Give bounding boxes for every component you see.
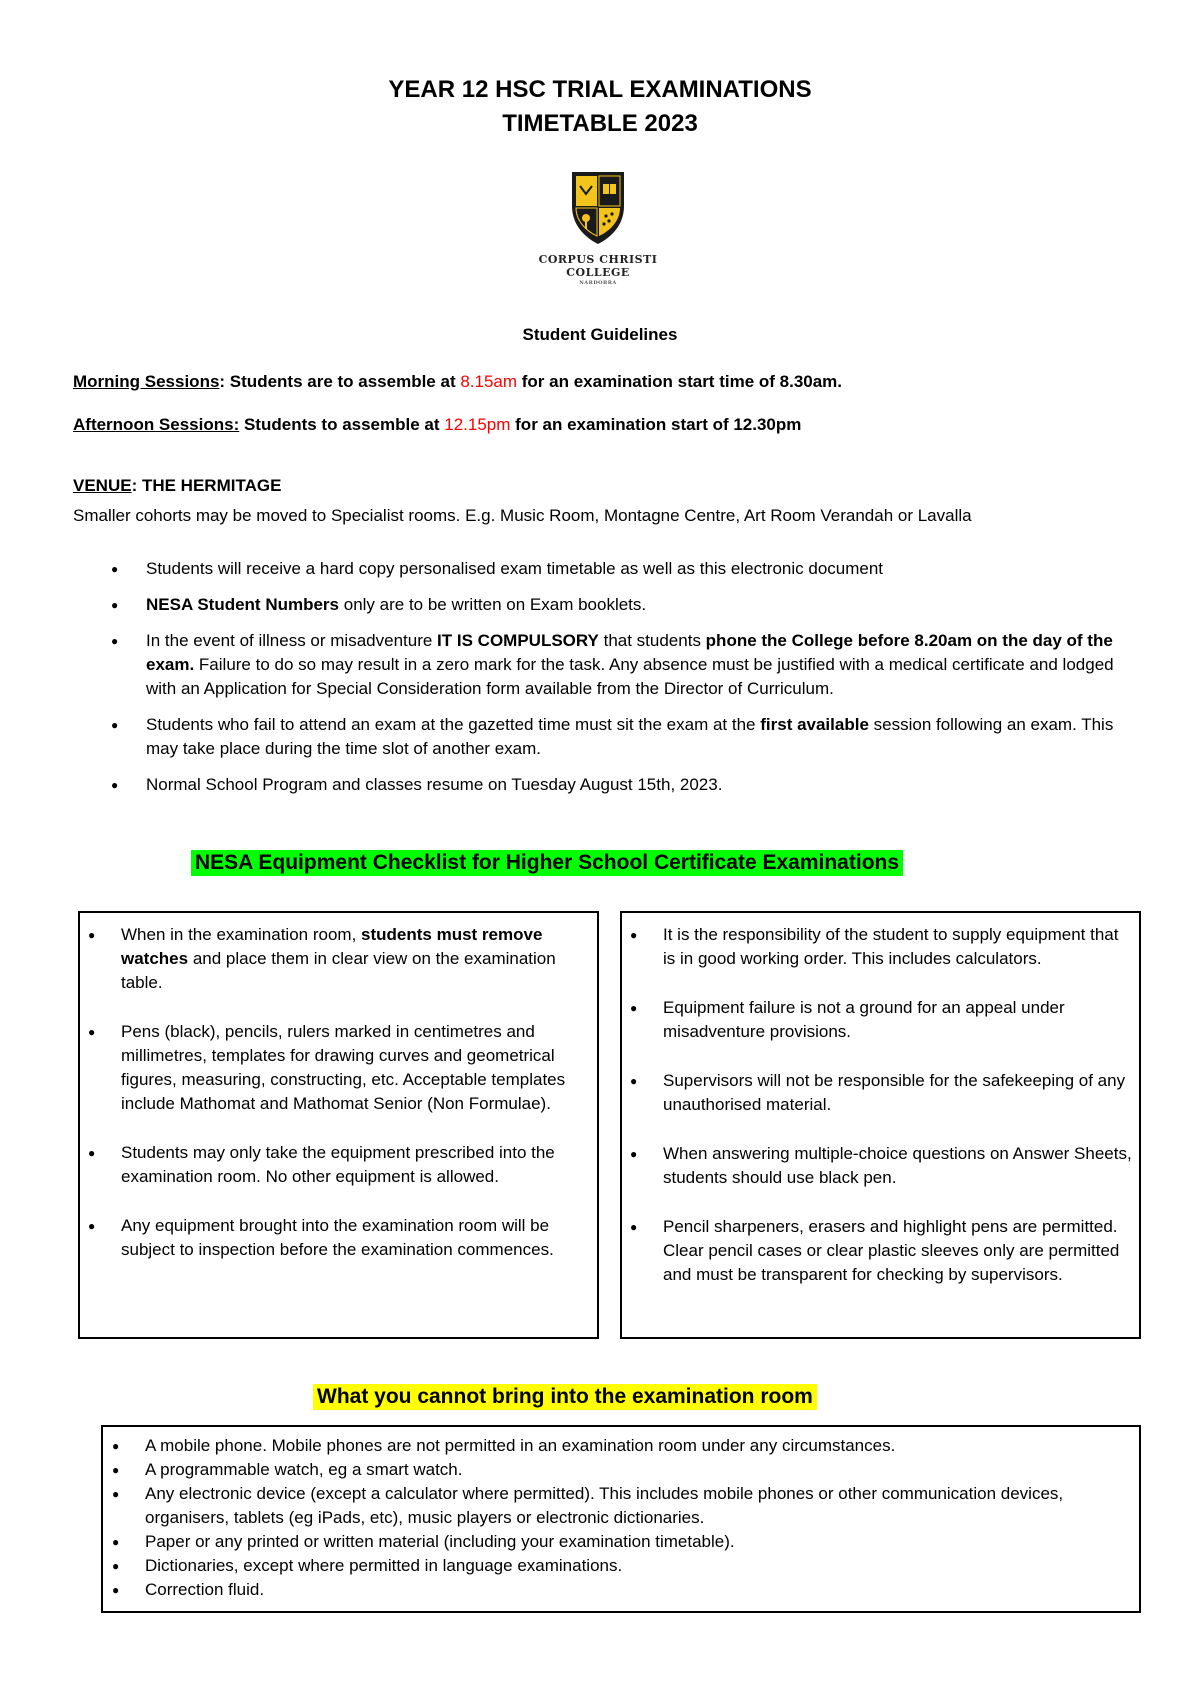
bullet-icon: ●: [111, 598, 119, 612]
bullet-icon: ●: [111, 562, 119, 576]
list-item: [622, 996, 1132, 1044]
prohibited-item-text: Any electronic device (except a calculator where permitted). This includes mobile phones or other communication devices, organisers, tablets (eg iPads, etc), music players or electronic dictionaries.: [145, 1484, 1064, 1527]
afternoon-text1: Students to assemble at: [239, 415, 445, 434]
prohibited-item-text: A mobile phone. Mobile phones are not permitted in an examination room under any circumstances.: [145, 1436, 896, 1455]
venue-description: Smaller cohorts may be moved to Specialist rooms. E.g. Music Room, Montagne Centre, Art Room Verandah or Lavalla: [73, 506, 972, 525]
bullet-icon: ●: [111, 778, 119, 792]
list-item: [73, 713, 1133, 761]
afternoon-assemble-time: 12.15pm: [444, 415, 511, 434]
list-item: [103, 1482, 1133, 1530]
checklist-text: Pens (black), pencils, rulers marked in centimetres and millimetres, templates for drawing curves and geometrical figures, measuring, constructing, etc. Acceptable templates include Mathomat and Mathomat Senior (Non Formulae).: [121, 1022, 566, 1113]
guideline-bold: IT IS COMPULSORY: [437, 631, 599, 650]
morning-assemble-time: 8.15am: [460, 372, 518, 391]
bullet-icon: ●: [88, 1025, 96, 1039]
bullet-icon: ●: [88, 1219, 96, 1233]
guideline-bold: phone the College before 8.20am on the day of the exam.: [146, 631, 1113, 674]
bullet-icon: ●: [112, 1583, 120, 1597]
college-logo: [528, 166, 668, 291]
list-item: [622, 1215, 1132, 1287]
guidelines-list: [73, 557, 1133, 809]
morning-text2: for an examination start time of 8.30am.: [517, 372, 843, 391]
checklist-bold: students must remove watches: [121, 925, 543, 968]
prohibited-item-text: Paper or any printed or written material (including your examination timetable).: [145, 1532, 735, 1551]
checklist-text: Pencil sharpeners, erasers and highlight pens are permitted. Clear pencil cases or clear plastic sleeves only are permitted and must be transparent for checking by supervisors.: [663, 1217, 1120, 1284]
logo-name-line3: NARDOBRA: [579, 280, 617, 286]
morning-sessions-line: [73, 372, 842, 392]
checklist-right-box: [620, 911, 1141, 1339]
checklist-left-list: [80, 923, 590, 1287]
checklist-text: Supervisors will not be responsible for the safekeeping of any unauthorised material.: [663, 1071, 1126, 1114]
checklist-left-box: [78, 911, 599, 1339]
guideline-bold: NESA Student Numbers: [146, 595, 340, 614]
list-item: [622, 1142, 1132, 1190]
list-item: [80, 1141, 590, 1189]
prohibited-items-box: [101, 1425, 1141, 1613]
guideline-bold: first available: [760, 715, 869, 734]
bullet-icon: ●: [630, 928, 638, 942]
venue-line: [73, 476, 281, 496]
list-item: [103, 1458, 1133, 1482]
checklist-text: and place them in clear view on the examination table.: [121, 949, 556, 992]
list-item: [103, 1530, 1133, 1554]
logo-name-line1: CORPUS CHRISTI: [538, 253, 658, 266]
bullet-icon: ●: [112, 1463, 120, 1477]
bullet-icon: ●: [111, 718, 119, 732]
page-title: YEAR 12 HSC TRIAL EXAMINATIONS: [388, 76, 812, 103]
list-item: [80, 1020, 590, 1116]
checklist-text: Equipment failure is not a ground for an appeal under misadventure provisions.: [663, 998, 1065, 1041]
prohibited-items-list: [103, 1434, 1133, 1602]
venue-label: VENUE: [73, 476, 132, 495]
guideline-text: Failure to do so may result in a zero mark for the task. Any absence must be justified with a medical certificate and lodged with an Application for Special Consideration form available from the Director of Curriculum.: [146, 655, 1114, 698]
guideline-text: Students will receive a hard copy personalised exam timetable as well as this electronic document: [146, 559, 884, 578]
list-item: [103, 1434, 1133, 1458]
afternoon-sessions-line: [73, 415, 801, 435]
checklist-text: When in the examination room,: [121, 925, 362, 944]
checklist-text: Any equipment brought into the examination room will be subject to inspection before the examination commences.: [121, 1216, 554, 1259]
checklist-right-list: [622, 923, 1132, 1312]
list-item: [73, 557, 1133, 581]
page-subtitle: TIMETABLE 2023: [502, 110, 698, 137]
list-item: [80, 1214, 590, 1262]
bullet-icon: ●: [112, 1559, 120, 1573]
guideline-text: Students who fail to attend an exam at the gazetted time must sit the exam at the: [146, 715, 761, 734]
guideline-text: session following an exam. This may take place during the time slot of another exam.: [146, 715, 1114, 758]
list-item: [73, 593, 1133, 617]
checklist-text: Students may only take the equipment prescribed into the examination room. No other equipment is allowed.: [121, 1143, 555, 1186]
prohibited-item-text: Dictionaries, except where permitted in language examinations.: [145, 1556, 623, 1575]
afternoon-text2: for an examination start of 12.30pm: [510, 415, 802, 434]
bullet-icon: ●: [630, 1220, 638, 1234]
venue-value: : THE HERMITAGE: [131, 476, 282, 495]
nesa-checklist-heading: NESA Equipment Checklist for Higher School Certificate Examinations: [191, 850, 903, 876]
list-item: [622, 923, 1132, 971]
bullet-icon: ●: [112, 1439, 120, 1453]
afternoon-sessions-label: Afternoon Sessions:: [73, 415, 240, 434]
guideline-text: that students: [598, 631, 706, 650]
list-item: [103, 1578, 1133, 1602]
guideline-text: only are to be written on Exam booklets.: [339, 595, 647, 614]
list-item: [73, 629, 1133, 701]
list-item: [80, 923, 590, 995]
student-guidelines-heading: Student Guidelines: [522, 325, 678, 344]
prohibited-item-text: A programmable watch, eg a smart watch.: [145, 1460, 463, 1479]
bullet-icon: ●: [88, 1146, 96, 1160]
bullet-icon: ●: [112, 1535, 120, 1549]
logo-name-line2: COLLEGE: [566, 266, 630, 279]
prohibited-items-heading: What you cannot bring into the examination room: [313, 1384, 817, 1410]
bullet-icon: ●: [88, 928, 96, 942]
morning-text1: : Students are to assemble at: [219, 372, 461, 391]
checklist-text: It is the responsibility of the student to supply equipment that is in good working order. This includes calculators.: [663, 925, 1119, 968]
shield-crest-icon: [568, 166, 628, 246]
bullet-icon: ●: [630, 1001, 638, 1015]
guideline-text: In the event of illness or misadventure: [146, 631, 438, 650]
list-item: [73, 773, 1133, 797]
checklist-text: When answering multiple-choice questions on Answer Sheets, students should use black pen.: [663, 1144, 1132, 1187]
bullet-icon: ●: [112, 1487, 120, 1501]
guideline-text: Normal School Program and classes resume on Tuesday August 15th, 2023.: [146, 775, 723, 794]
list-item: [103, 1554, 1133, 1578]
bullet-icon: ●: [111, 634, 119, 648]
list-item: [622, 1069, 1132, 1117]
bullet-icon: ●: [630, 1074, 638, 1088]
bullet-icon: ●: [630, 1147, 638, 1161]
prohibited-item-text: Correction fluid.: [145, 1580, 265, 1599]
morning-sessions-label: Morning Sessions: [73, 372, 220, 391]
